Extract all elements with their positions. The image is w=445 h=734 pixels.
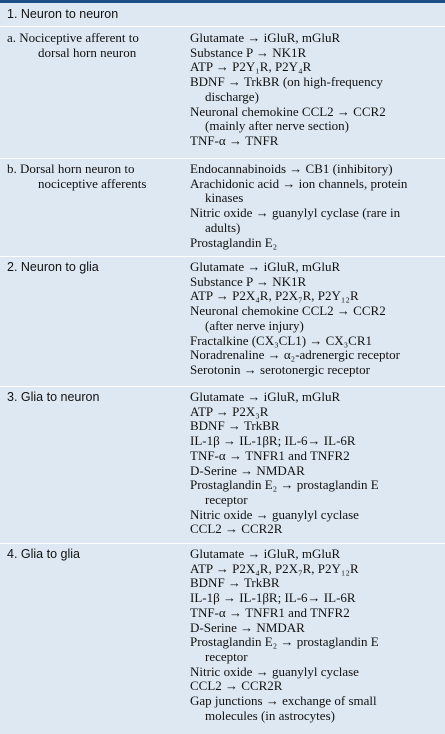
list-item: Neuronal chemokine CCL2 → CCR2 (mainly after nerve section) <box>190 103 386 134</box>
list-item: Endocannabinoids → CB1 (inhibitory) <box>190 161 393 176</box>
list-item: ATP → P2X₃R <box>190 403 269 419</box>
list-item: IL-1β → IL-1βR; IL-6→ IL-6R <box>190 590 356 606</box>
list-item: Nitric oxide → guanylyl cyclase <box>190 663 359 679</box>
list-item: Substance P → NK1R <box>190 44 307 60</box>
subsection-items-a <box>190 31 440 149</box>
top-rule <box>0 0 445 3</box>
list-item: ATP → P2Y₁R, P2Y₄R <box>190 59 312 75</box>
list-item: Substance P → NK1R <box>190 273 307 289</box>
section-title: 2. Neuron to glia <box>7 260 99 274</box>
subsection-label-b: b. Dorsal horn neuron to nociceptive afferents <box>7 161 147 191</box>
list-item: Fractalkine (CX₃CL1) → CX₃CR1 <box>190 332 373 348</box>
list-item: CCL2 → CCR2R <box>190 521 283 537</box>
list-item: Serotonin → serotonergic receptor <box>190 361 370 377</box>
list-item: Neuronal chemokine CCL2 → CCR2 (after nerve injury) <box>190 303 386 333</box>
list-item: TNF-α → TNFR1 and TNFR2 <box>190 604 350 620</box>
list-item: Prostaglandin E₂ → prostaglandin E receptor <box>190 634 379 664</box>
list-item: Glutamate → iGluR, mGluR <box>190 546 341 561</box>
list-item: Prostaglandin E₂ <box>190 234 278 250</box>
section-items <box>190 260 440 378</box>
list-item: Noradrenaline → α₂-adrenergic receptor <box>190 347 400 363</box>
list-item: Prostaglandin E₂ → prostaglandin E receptor <box>190 477 379 507</box>
list-item: TNF-α → TNFR1 and TNFR2 <box>190 447 350 463</box>
section-divider <box>0 543 445 544</box>
list-item: Nitric oxide → guanylyl cyclase (rare in adults) <box>190 205 401 235</box>
list-item: ATP → P2X₄R, P2X₇R, P2Y₁₂R <box>190 288 359 304</box>
subsection-items-b <box>190 162 440 250</box>
section-title: 1. Neuron to neuron <box>7 7 119 21</box>
list-item: BDNF → TrkBR <box>190 418 280 434</box>
section-items <box>190 547 440 723</box>
list-item: CCL2 → CCR2R <box>190 678 283 694</box>
list-item: IL-1β → IL-1βR; IL-6→ IL-6R <box>190 433 356 449</box>
section-items <box>190 390 440 537</box>
list-item: D-Serine → NMDAR <box>190 462 305 478</box>
list-item: TNF-α → TNFR <box>190 132 279 148</box>
subsection-divider <box>0 158 445 159</box>
section-divider <box>0 256 445 257</box>
section-divider <box>0 386 445 387</box>
list-item: Arachidonic acid → ion channels, protein kinases <box>190 175 408 206</box>
list-item: Nitric oxide → guanylyl cyclase <box>190 506 359 522</box>
list-item: BDNF → TrkBR (on high-frequency discharge) <box>190 74 383 104</box>
section-title-divider <box>0 26 445 27</box>
list-item: ATP → P2X₄R, P2X₇R, P2Y₁₂R <box>190 560 359 576</box>
list-item: Glutamate → iGluR, mGluR <box>190 259 341 274</box>
list-item: BDNF → TrkBR <box>190 575 280 591</box>
list-item: Glutamate → iGluR, mGluR <box>190 389 341 404</box>
list-item: D-Serine → NMDAR <box>190 619 305 635</box>
list-item: Glutamate → iGluR, mGluR <box>190 30 341 45</box>
list-item: Gap junctions → exchange of small molecules (in astrocytes) <box>190 693 377 723</box>
subsection-label-a: a. Nociceptive afferent to dorsal horn neuron <box>7 30 139 60</box>
section-title: 3. Glia to neuron <box>7 390 100 404</box>
section-title: 4. Glia to glia <box>7 547 80 561</box>
